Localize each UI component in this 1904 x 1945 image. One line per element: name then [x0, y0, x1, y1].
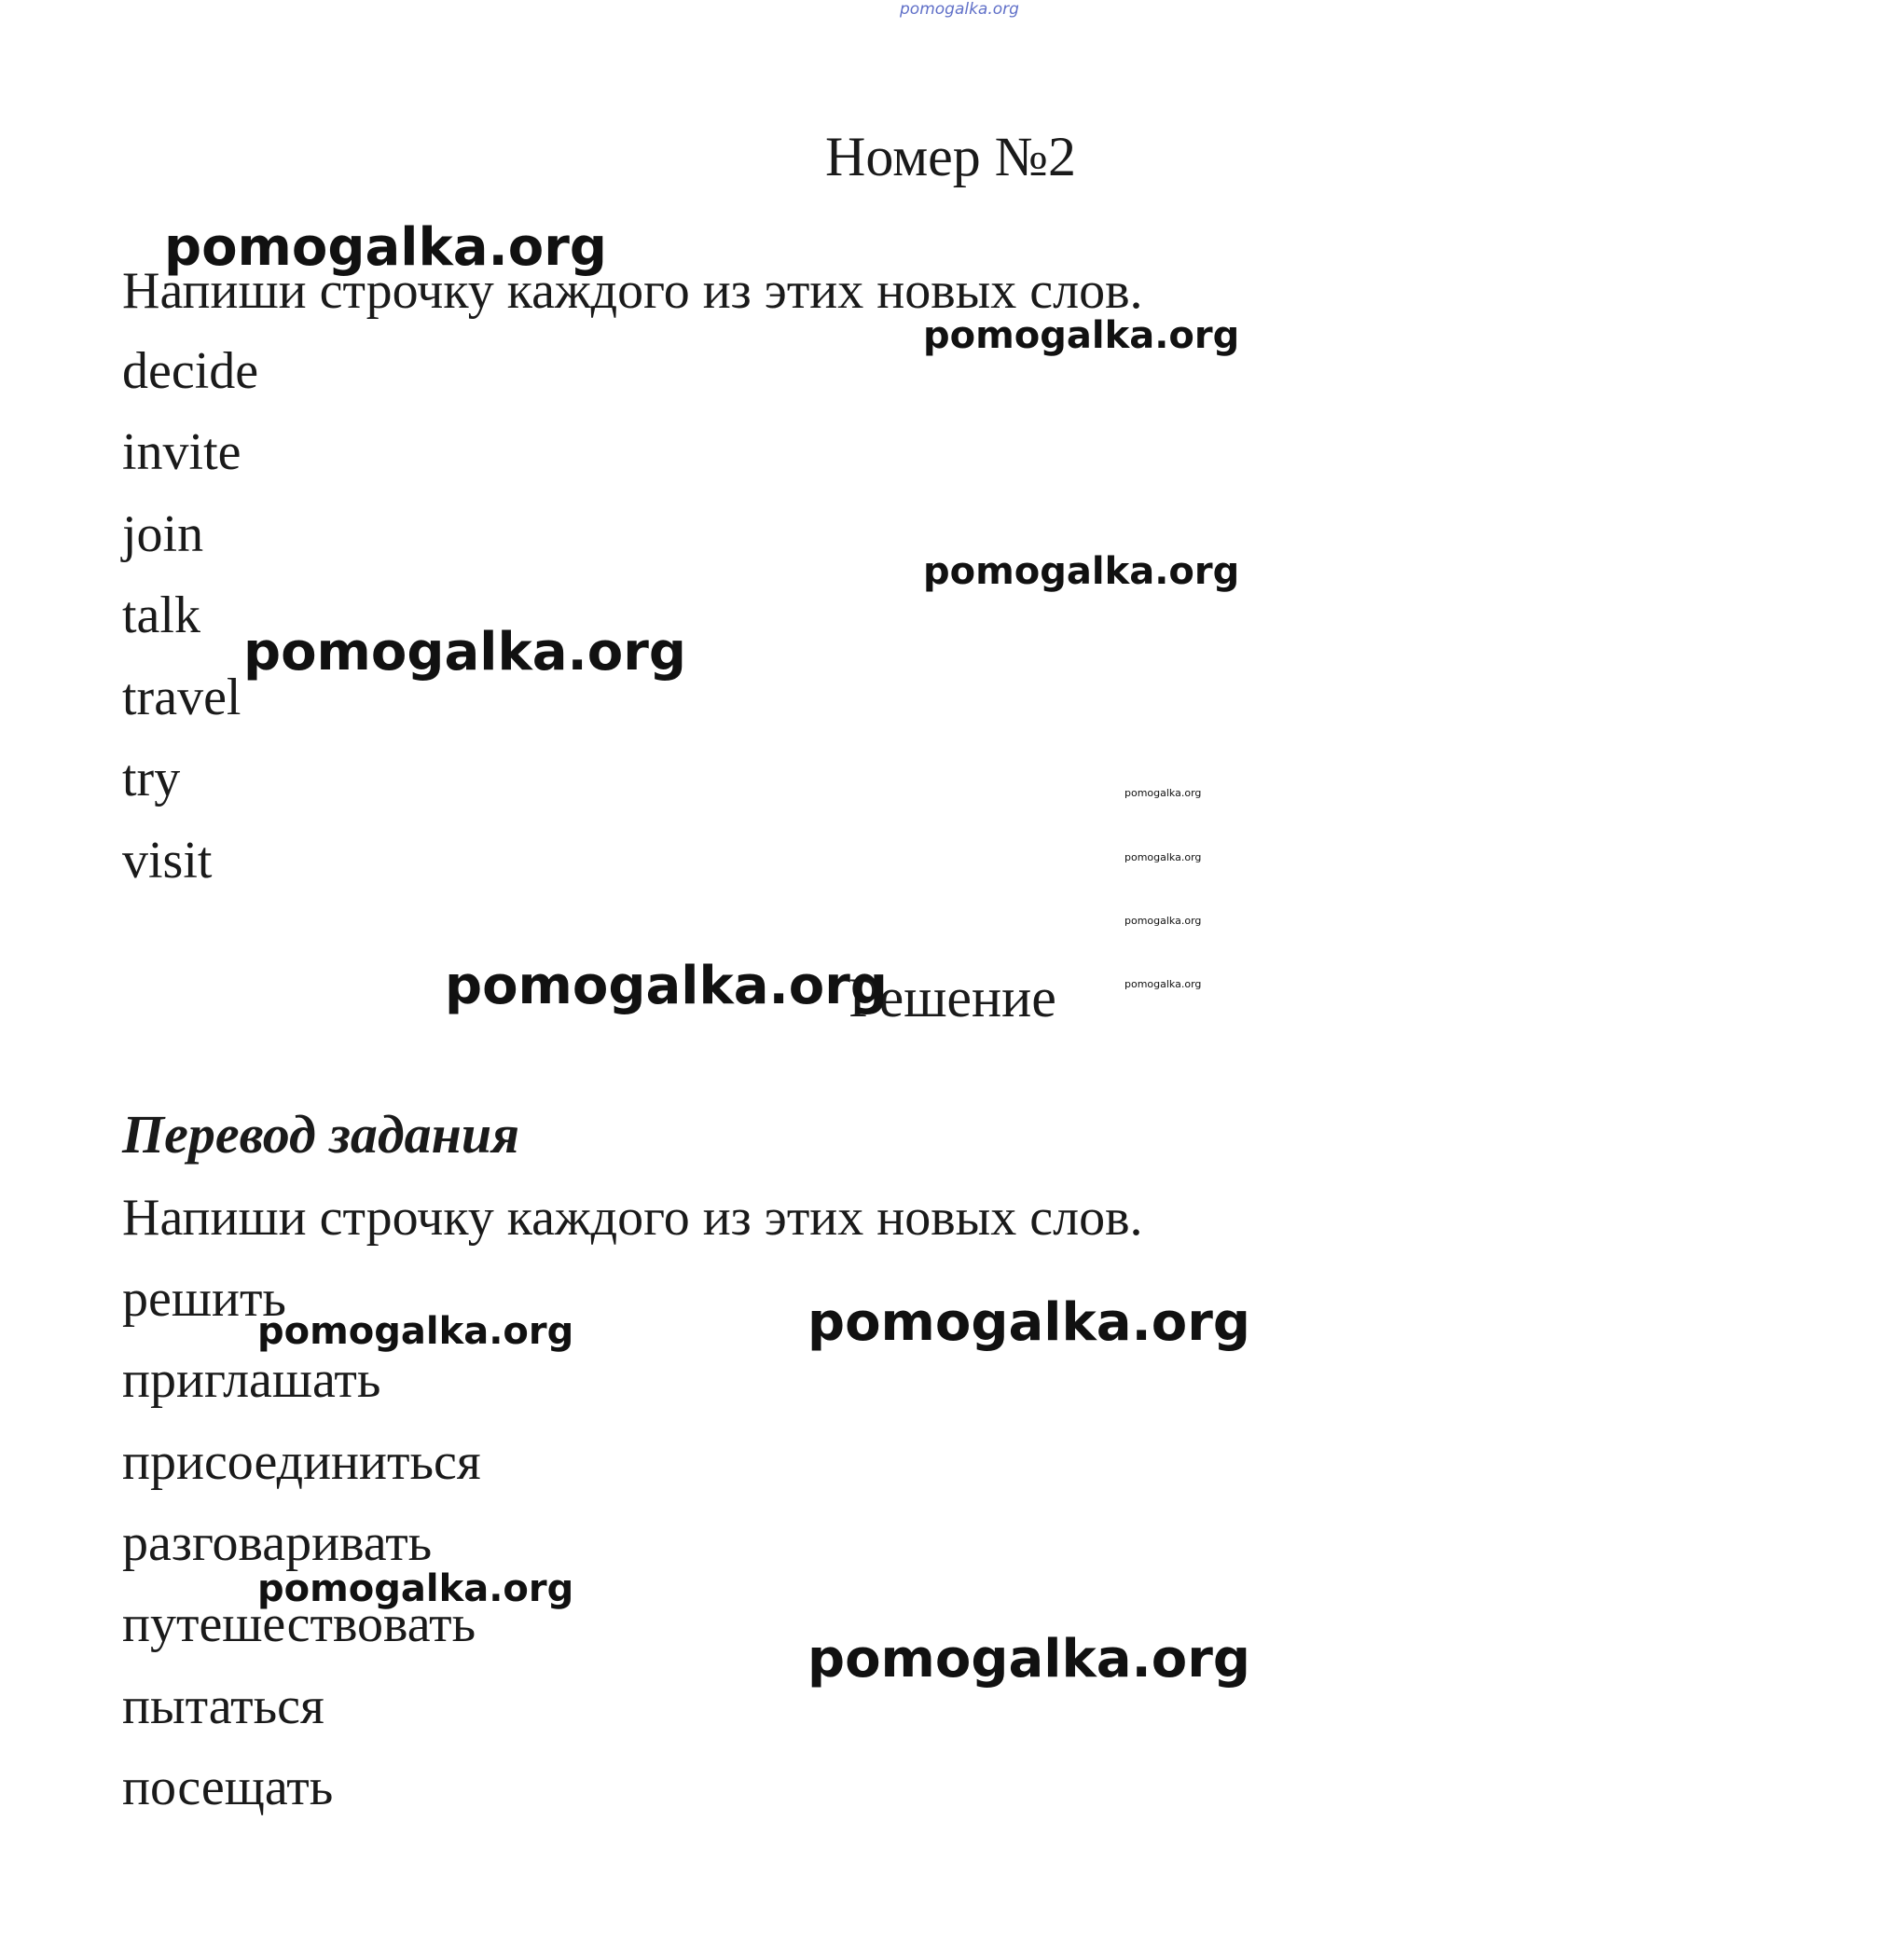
translation-word: посещать [122, 1759, 334, 1816]
watermark: pomogalka.org [807, 1292, 1250, 1353]
watermark: pomogalka.org [445, 956, 888, 1016]
translation-word: пытаться [122, 1677, 324, 1735]
translation-heading: Перевод задания [122, 1104, 519, 1165]
page-title: Номер №2 [825, 126, 1077, 187]
watermark: pomogalka.org [807, 1629, 1250, 1690]
watermark: pomogalka.org [164, 217, 607, 278]
watermark: pomogalka.org [1124, 915, 1202, 927]
watermark: pomogalka.org [257, 1567, 574, 1610]
task-instruction: Напиши строчку каждого из этих новых слов. [122, 262, 1143, 320]
translation-word: решить [122, 1270, 286, 1328]
translation-instruction: Напиши строчку каждого из этих новых слов. [122, 1189, 1143, 1247]
watermark: pomogalka.org [923, 550, 1240, 593]
task-word: talk [122, 586, 200, 644]
task-word: decide [122, 342, 259, 400]
watermark: pomogalka.org [1124, 978, 1202, 990]
task-word: invite [122, 423, 241, 481]
translation-word: присоединиться [122, 1433, 481, 1491]
site-watermark-link[interactable]: pomogalka.org [900, 0, 1019, 19]
translation-word: путешествовать [122, 1595, 476, 1653]
watermark: pomogalka.org [243, 622, 686, 683]
task-word: travel [122, 669, 241, 726]
watermark: pomogalka.org [1124, 851, 1202, 863]
watermark: pomogalka.org [257, 1310, 574, 1353]
translation-word: разговаривать [122, 1514, 433, 1572]
solution-heading: Решение [849, 967, 1056, 1028]
task-word: try [122, 750, 181, 807]
watermark: pomogalka.org [923, 314, 1240, 357]
translation-word: приглашать [122, 1351, 381, 1409]
task-word: join [122, 505, 204, 563]
task-word: visit [122, 832, 213, 890]
watermark: pomogalka.org [1124, 787, 1202, 799]
